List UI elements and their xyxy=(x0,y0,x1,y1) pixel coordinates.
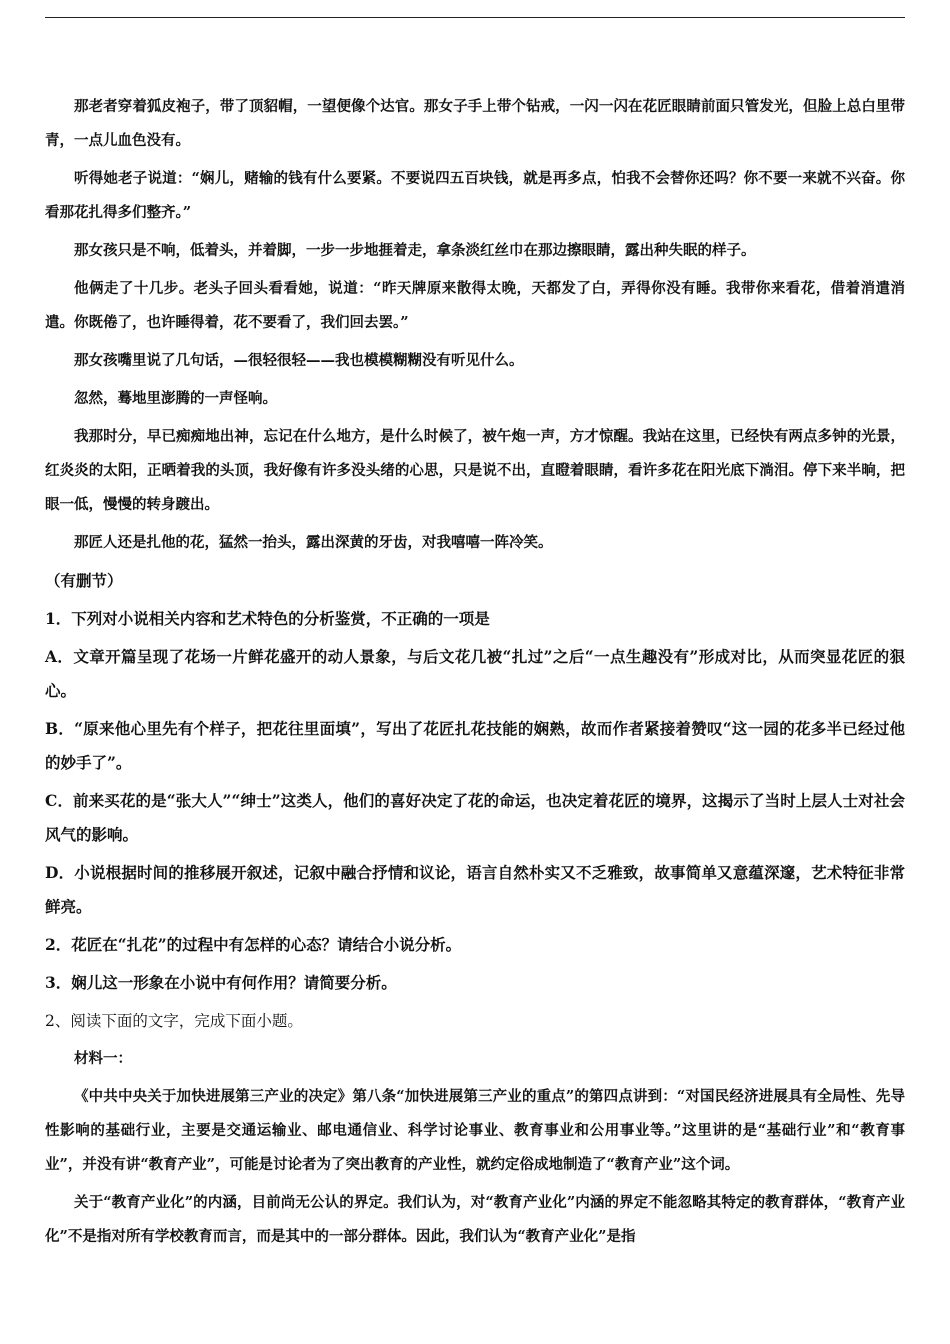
paragraph: B．“原来他心里先有个样子，把花往里面填”，写出了花匠扎花技能的娴熟，故而作者紧接着赞叹“这一园的花多半已经过他的妙手了”。 xyxy=(45,719,905,772)
document-body xyxy=(45,90,905,1258)
paragraph: A．文章开篇呈现了花场一片鲜花盛开的动人景象，与后文花几被“扎过”之后“一点生趣没有”形成对比，从而突显花匠的狠心。 xyxy=(45,647,905,700)
paragraph: 那匠人还是扎他的花，猛然一抬头，露出深黄的牙齿，对我嘻嘻一阵冷笑。 xyxy=(74,534,553,551)
paragraph: 材料一： xyxy=(74,1050,132,1067)
paragraph: （有删节） xyxy=(45,571,123,590)
paragraph: 2．花匠在“扎花”的过程中有怎样的心态？请结合小说分析。 xyxy=(45,935,462,954)
paragraph: C．前来买花的是“张大人”“绅士”这类人，他们的喜好决定了花的命运，也决定着花匠的境界，这揭示了当时上层人士对社会风气的影响。 xyxy=(45,791,905,844)
paragraph: 《中共中央关于加快进展第三产业的决定》第八条“加快进展第三产业的重点”的第四点讲到：“对国民经济进展具有全局性、先导性影响的基础行业，主要是交通运输业、邮电通信业、科学讨论事业、教育事业和公用事业等。”这里讲的是“基础行业”和“教育事业”，并没有讲“教育产业”，可能是讨论者为了突出教育的产业性，就约定俗成地制造了“教育产业”这个词。 xyxy=(45,1088,905,1173)
paragraph: 那女孩只是不响，低着头，并着脚，一步一步地捱着走，拿条淡红丝巾在那边擦眼睛，露出种失眠的样子。 xyxy=(74,242,756,259)
paragraph: 关于“教育产业化”的内涵，目前尚无公认的界定。我们认为，对“教育产业化”内涵的界定不能忽略其特定的教育群体，“教育产业化”不是指对所有学校教育而言，而是其中的一部分群体。因此，我们认为“教育产业化”是指 xyxy=(45,1194,905,1245)
paragraph: 听得她老子说道：“娴儿，赌输的钱有什么要紧。不要说四五百块钱，就是再多点，怕我不会替你还吗？你不要一来就不兴奋。你看那花扎得多们整齐。” xyxy=(45,170,905,221)
paragraph: 1．下列对小说相关内容和艺术特色的分析鉴赏，不正确的一项是 xyxy=(45,609,490,628)
paragraph: D．小说根据时间的推移展开叙述，记叙中融合抒情和议论，语言自然朴实又不乏雅致，故事简单又意蕴深邃，艺术特征非常鲜亮。 xyxy=(45,863,905,916)
paragraph: 忽然，蓦地里澎腾的一声怪响。 xyxy=(74,390,277,407)
paragraph: 那女孩嘴里说了几句话，—很轻很轻——我也模模糊糊没有听见什么。 xyxy=(74,352,524,369)
paragraph: 那老者穿着狐皮袍子，带了顶貂帽，一望便像个达官。那女子手上带个钻戒，一闪一闪在花匠眼睛前面只管发光，但脸上总白里带青，一点儿血色没有。 xyxy=(45,98,905,149)
paragraph: 我那时分，早已痴痴地出神，忘记在什么地方，是什么时候了，被午炮一声，方才惊醒。我站在这里，已经快有两点多钟的光景，红炎炎的太阳，正晒着我的头顶，我好像有许多没头绪的心思，只是说不出，直瞪着眼睛，看许多花在阳光底下淌泪。停下来半晌，把眼一低，慢慢的转身踱出。 xyxy=(45,428,905,513)
paragraph: 3．娴儿这一形象在小说中有何作用？请简要分析。 xyxy=(45,973,397,992)
header-rule xyxy=(45,17,905,18)
paragraph: 2、阅读下面的文字，完成下面小题。 xyxy=(45,1012,303,1030)
paragraph: 他俩走了十几步。老头子回头看看她，说道：“昨天牌原来散得太晚，天都发了白，弄得你没有睡。我带你来看花，借着消遣消遣。你既倦了，也许睡得着，花不要看了，我们回去罢。” xyxy=(45,280,905,331)
